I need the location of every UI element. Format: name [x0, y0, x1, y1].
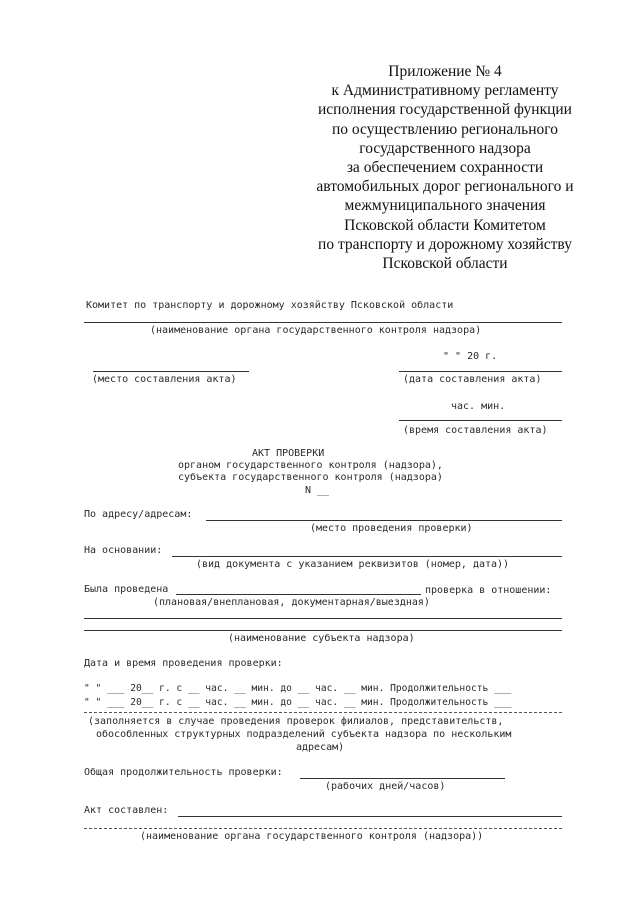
appendix-line: по транспорту и дорожному хозяйству — [318, 235, 572, 253]
act-subtitle-1: органом государственного контроля (надзора), — [178, 460, 443, 471]
appendix-line: за обеспечением сохранности — [346, 159, 544, 177]
appendix-line: к Административному регламенту — [331, 82, 559, 100]
subject-caption: (наименование субъекта надзора) — [228, 633, 415, 644]
act-date-field: " " 20 г. — [443, 351, 498, 362]
act-subtitle-2: субъекта государственного контроля (надзора) — [178, 472, 443, 483]
act-number: N __ — [305, 485, 330, 496]
subject-line-1 — [84, 618, 562, 619]
appendix-line: автомобильных дорог регионального и — [316, 178, 574, 196]
place-caption: (место составления акта) — [92, 374, 237, 385]
address-line — [206, 520, 562, 521]
appendix-line: по осуществлению регионального — [331, 120, 559, 138]
act-drawn-line-1 — [178, 816, 562, 817]
total-duration-caption: (рабочих дней/часов) — [325, 781, 446, 792]
organ-name-caption: (наименование органа государственного контроля надзора) — [150, 325, 482, 336]
appendix-line: Псковской области Комитетом — [344, 216, 546, 234]
basis-caption: (вид документа с указанием реквизитов (номер, дата)) — [196, 559, 510, 570]
act-drawn-caption: (наименование органа государственного контроля (надзора)) — [140, 831, 484, 842]
appendix-line: исполнения государственной функции — [318, 101, 572, 119]
datetime-dashed-line — [84, 712, 562, 713]
time-caption: (время составления акта) — [403, 425, 548, 436]
address-caption: (место проведения проверки) — [310, 523, 473, 534]
address-label: По адресу/адресам: — [84, 509, 193, 520]
act-time-field: час. мин. — [451, 401, 506, 412]
conducted-line — [176, 594, 421, 595]
conducted-caption: (плановая/внеплановая, документарная/выездная) — [153, 597, 430, 608]
conducted-right: проверка в отношении: — [425, 585, 552, 596]
place-line — [93, 371, 249, 372]
datetime-label: Дата и время проведения проверки: — [84, 658, 283, 669]
act-title: АКТ ПРОВЕРКИ — [252, 448, 325, 459]
time-line — [399, 420, 562, 421]
branches-note-3: адресам) — [296, 742, 345, 753]
datetime-row-1: " " ___ 20__ г. с __ час. __ мин. до __ час. __ мин. Продолжительность ___ — [84, 683, 512, 694]
organ-name-line — [84, 322, 562, 323]
appendix-line: Псковской области — [382, 255, 508, 273]
datetime-row-2: " " ___ 20__ г. с __ час. __ мин. до __ час. __ мин. Продолжительность ___ — [84, 697, 512, 708]
date-line — [399, 371, 562, 372]
basis-label: На основании: — [84, 545, 163, 556]
total-duration-line — [300, 778, 505, 779]
basis-line — [172, 556, 562, 557]
appendix-line: межмуниципального значения — [344, 197, 546, 215]
act-drawn-line-2 — [84, 828, 562, 829]
act-drawn-label: Акт составлен: — [84, 805, 169, 816]
subject-line-2 — [84, 630, 562, 631]
date-caption: (дата составления акта) — [403, 374, 542, 385]
branches-note-1: (заполняется в случае проведения проверок филиалов, представительств, — [88, 716, 504, 727]
appendix-header — [300, 62, 590, 273]
appendix-line: Приложение № 4 — [388, 63, 502, 80]
appendix-line: государственного надзора — [359, 139, 531, 157]
organ-name: Комитет по транспорту и дорожному хозяйству Псковской области — [86, 300, 454, 311]
branches-note-2: обособленных структурных подразделений субъекта надзора по нескольким — [96, 729, 512, 740]
total-duration-label: Общая продолжительность проверки: — [84, 767, 283, 778]
conducted-label: Была проведена — [84, 584, 169, 595]
